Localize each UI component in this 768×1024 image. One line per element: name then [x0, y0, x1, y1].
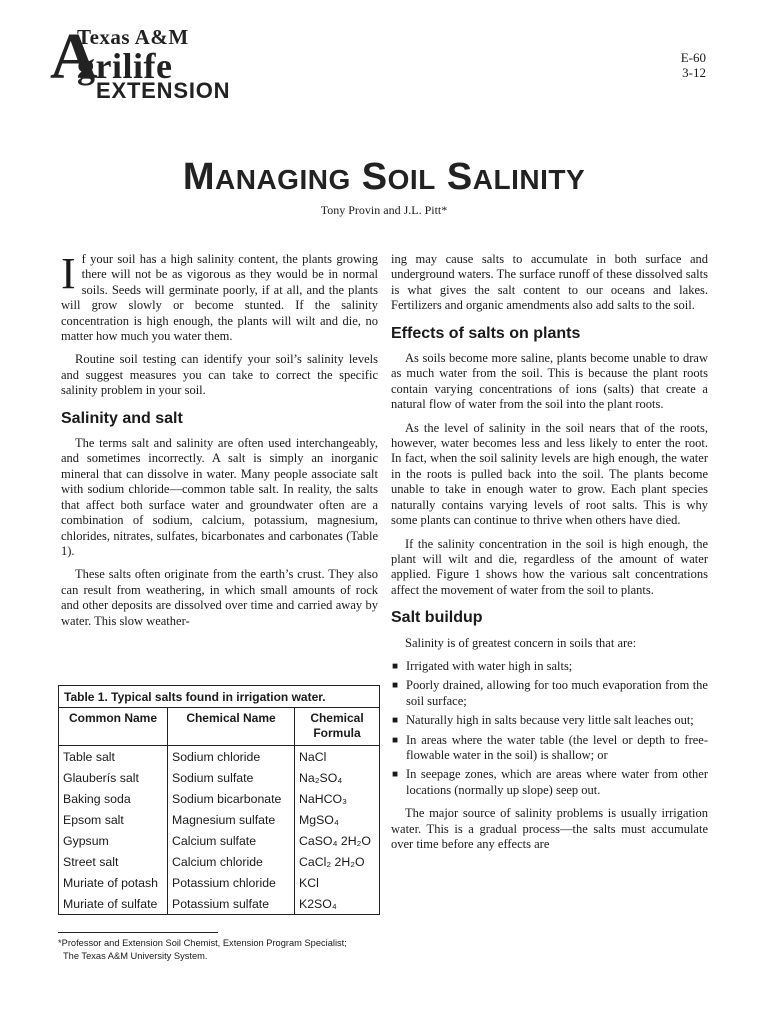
salinity-conditions-list — [391, 659, 708, 798]
list-item: ■ Naturally high in salts because very little salt leaches out; — [392, 713, 694, 728]
table-row: Baking soda Sodium bicarbonate NaHCO₃ — [59, 788, 379, 809]
left-column — [61, 249, 378, 637]
intro-text: f your soil has a high salinity content, the plants growing there will not be as vigorous as they would be in normal soils. Seeds will germinate poorly, if at all, and the plants will grow slowly or become stunted. If the salinity concentration is high enough, the plants will wilt and die, no matter how much you water them. — [61, 252, 378, 344]
table-row: Muriate of potash Potassium chloride KCl — [59, 872, 379, 893]
bullet-square-icon: ■ — [392, 769, 399, 781]
title-rest-1: ANAGING — [215, 164, 351, 195]
bullet-square-icon: ■ — [392, 680, 399, 692]
footnote-line-1: *Professor and Extension Soil Chemist, Extension Program Specialist; — [58, 938, 347, 948]
table-header-row — [59, 708, 379, 746]
page-title — [0, 156, 768, 199]
intro-paragraph — [61, 249, 378, 344]
footnote-line-2: The Texas A&M University System. — [63, 950, 208, 961]
paragraph: As soils become more saline, plants become unable to draw as much water from the soil. This is because the plant roots contain varying concentrations of ions (salts) that create a natural flow of water from the soil into the plant roots. — [391, 351, 708, 412]
paragraph: The major source of salinity problems is usually irrigation water. This is a gradual process—the salts must accumulate over time before any effects are — [391, 806, 708, 851]
paragraph: Routine soil testing can identify your soil’s salinity levels and suggest measures you can take to correct the specific salinity problem in your soil. — [61, 352, 378, 398]
paragraph: These salts often originate from the earth’s crust. They also can result from weathering, in which small amounts of rock and other deposits are dissolved over time and carried away by water. This slow weather- — [61, 567, 378, 628]
table-row: Epsom salt Magnesium sulfate MgSO₄ — [59, 809, 379, 830]
logo-line-texas: Texas A&M — [77, 25, 189, 49]
section-heading-salt-buildup: Salt buildup — [391, 609, 483, 627]
salts-table — [58, 685, 380, 915]
title-cap-2: S — [361, 156, 388, 198]
table-row: Street salt Calcium chloride CaCl₂ 2H₂O — [59, 851, 379, 872]
bullet-square-icon: ■ — [392, 715, 399, 727]
bullet-square-icon: ■ — [392, 660, 399, 672]
table-grid — [59, 708, 379, 914]
paragraph: If the salinity concentration in the soil is high enough, the plant will wilt and die, regardless of the amount of water applied. Figure 1 shows how the various salt concentrations affect the movement of water from the soil to plants. — [391, 536, 708, 597]
title-cap-3: S — [446, 156, 473, 198]
doc-date: 3-12 — [682, 65, 706, 80]
authors: Tony Provin and J.L. Pitt* — [320, 203, 448, 217]
bullet-square-icon: ■ — [392, 734, 399, 746]
header-chemical-name: Chemical Name — [168, 708, 295, 746]
section-heading-effects-of-salts: Effects of salts on plants — [391, 324, 581, 342]
logo-line-agrilife: grilife — [77, 46, 173, 86]
footnote-divider — [58, 932, 218, 933]
title-rest-2: OIL — [387, 164, 436, 195]
paragraph: Salinity is of greatest concern in soils that are: — [405, 635, 637, 650]
title-rest-3: ALINITY — [472, 164, 586, 195]
doc-code: E-60 — [680, 50, 706, 65]
header-common-name: Common Name — [59, 708, 168, 746]
table-caption: Table 1. Typical salts found in irrigation water. — [59, 686, 379, 708]
header-chemical-formula: Chemical Formula — [295, 708, 380, 746]
table-row: Muriate of sulfate Potassium sulfate K2SO₄ — [59, 893, 379, 914]
paragraph: The terms salt and salinity are often used interchangeably, and sometimes incorrectly. A salt is simply an inorganic mineral that can dissolve in water. Many people associate salt with sodium chloride—common table salt. In reality, the salts that affect both surface water and groundwater often are a combination of sodium, calcium, potassium, magnesium, chlorides, nitrates, sulfates, bicarbonates and carbonates (Table 1). — [61, 436, 378, 558]
list-item: ■ In seepage zones, which are areas where water from other locations (normally up slope) seep out. — [392, 767, 708, 797]
footnote — [58, 937, 378, 962]
agrilife-extension-logo — [50, 22, 250, 102]
logo-big-letter: A — [50, 20, 98, 93]
paragraph: As the level of salinity in the soil nears that of the roots, however, water becomes less and less likely to enter the root. In fact, when the soil salinity levels are high enough, the water in the roots is pulled back into the soil. The plants become unable to take in enough water to grow. Each plant species naturally contains varying levels of root salts. This is why some plants can continue to thrive when others have died. — [391, 420, 708, 528]
list-item: ■ Irrigated with water high in salts; — [392, 658, 573, 673]
list-item: ■ Poorly drained, allowing for too much evaporation from the soil surface; — [392, 678, 708, 708]
document-number — [681, 50, 706, 80]
list-item: ■ In areas where the water table (the level or depth to free-flowable water in the soil) is shallow; or — [392, 732, 708, 762]
right-column — [391, 252, 708, 860]
table-row: Gypsum Calcium sulfate CaSO₄ 2H₂O — [59, 830, 379, 851]
drop-cap: I — [61, 249, 76, 298]
table-row: Table salt Sodium chloride NaCl — [59, 746, 379, 768]
section-heading-salinity-and-salt: Salinity and salt — [61, 409, 183, 427]
paragraph: ing may cause salts to accumulate in both surface and underground waters. The surface runoff of these dissolved salts is what gives the salt content to our oceans and lakes. Fertilizers and organic amendments also add salts to the soil. — [391, 252, 708, 313]
title-cap-1: M — [182, 156, 215, 198]
table-row: Glauberís salt Sodium sulfate Na₂SO₄ — [59, 767, 379, 788]
logo-line-extension: EXTENSION — [96, 78, 231, 103]
